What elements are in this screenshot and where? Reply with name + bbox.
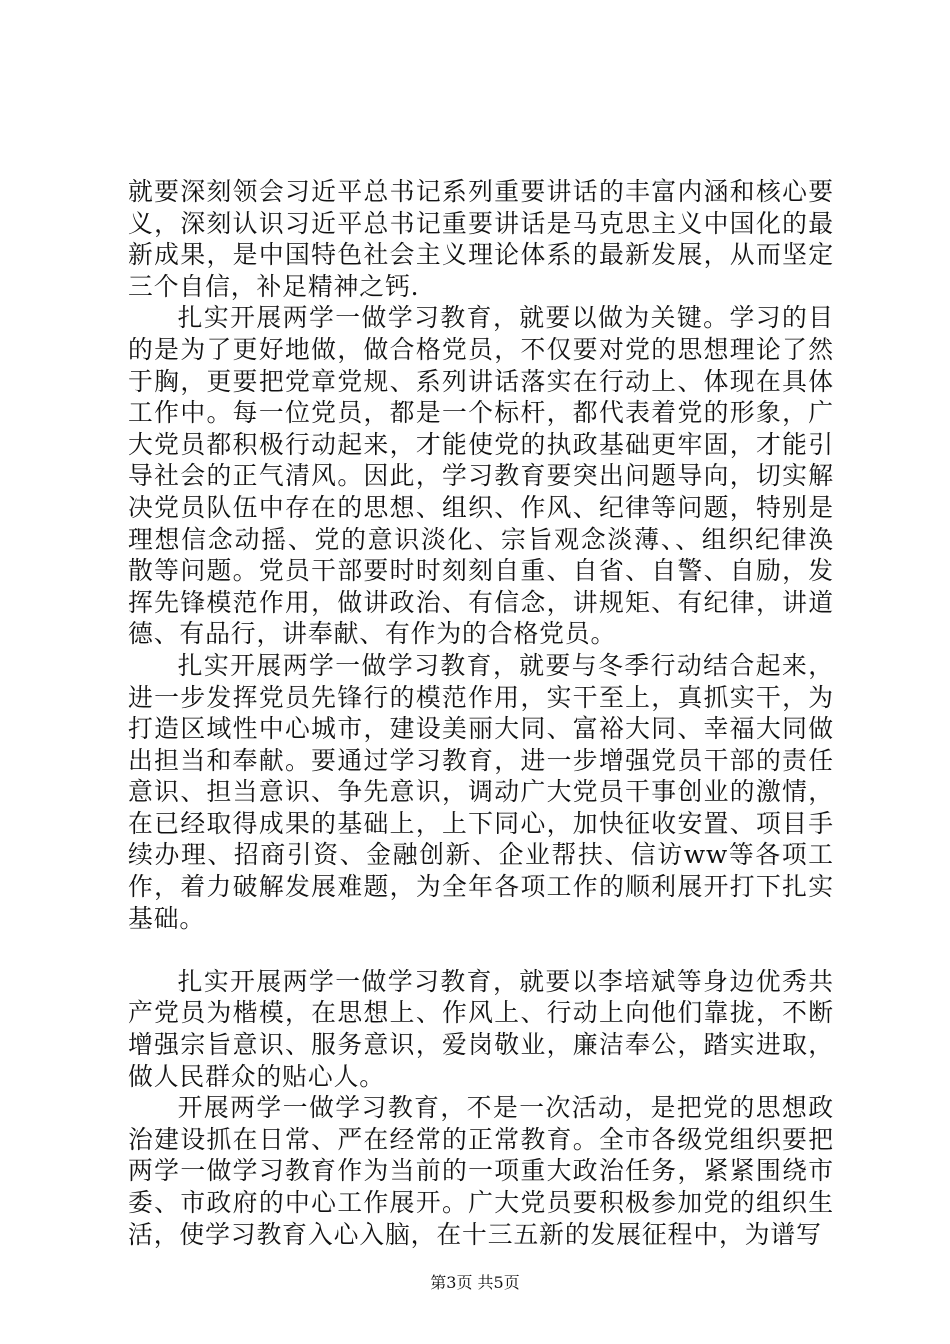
page-number-footer: 第3页 共5页: [430, 1273, 520, 1292]
paragraph: 扎实开展两学一做学习教育，就要与冬季行动结合起来，进一步发挥党员先锋行的模范作用，实干至上，真抓实干，为打造区域性中心城市，建设美丽大同、富裕大同、幸福大同做出担当和奉献。要通过学习教育，进一步增强党员干部的责任意识、担当意识、争先意识，调动广大党员干事创业的激情，在已经取得成果的基础上，上下同心，加快征收安置、项目手续办理、招商引资、金融创新、企业帮扶、信访ww等各项工作，着力破解发展难题，为全年各项工作的顺利展开打下扎实基础。: [128, 650, 834, 933]
paragraph: 扎实开展两学一做学习教育，就要以李培斌等身边优秀共产党员为楷模，在思想上、作风上、行动上向他们靠拢，不断增强宗旨意识、服务意识，爱岗敬业，廉洁奉公，踏实进取，做人民群众的贴心人。: [128, 966, 834, 1091]
paragraph: 开展两学一做学习教育，不是一次活动，是把党的思想政治建设抓在日常、严在经常的正常教育。全市各级党组织要把两学一做学习教育作为当前的一项重大政治任务，紧紧围绕市委、市政府的中心工作展开。广大党员要积极参加党的组织生活，使学习教育入心入脑，在十三五新的发展征程中，为谱写: [128, 1093, 834, 1249]
paragraph: 扎实开展两学一做学习教育，就要以做为关键。学习的目的是为了更好地做，做合格党员，不仅要对党的思想理论了然于胸，更要把党章党规、系列讲话落实在行动上、体现在具体工作中。每一位党员，都是一个标杆，都代表着党的形象，广大党员都积极行动起来，才能使党的执政基础更牢固，才能引导社会的正气清风。因此，学习教育要突出问题导向，切实解决党员队伍中存在的思想、组织、作风、纪律等问题，特别是理想信念动摇、党的意识淡化、宗旨观念淡薄、、组织纪律涣散等问题。党员干部要时时刻刻自重、自省、自警、自励，发挥先锋模范作用，做讲政治、有信念，讲规矩、有纪律，讲道德、有品行，讲奉献、有作为的合格党员。: [128, 303, 834, 649]
document-body: [128, 176, 834, 1250]
paragraph-continued: 就要深刻领会习近平总书记系列重要讲话的丰富内涵和核心要义，深刻认识习近平总书记重要讲话是马克思主义中国化的最新成果，是中国特色社会主义理论体系的最新发展，从而坚定三个自信，补足精神之钙.: [128, 177, 834, 301]
blank-line: [128, 934, 834, 966]
